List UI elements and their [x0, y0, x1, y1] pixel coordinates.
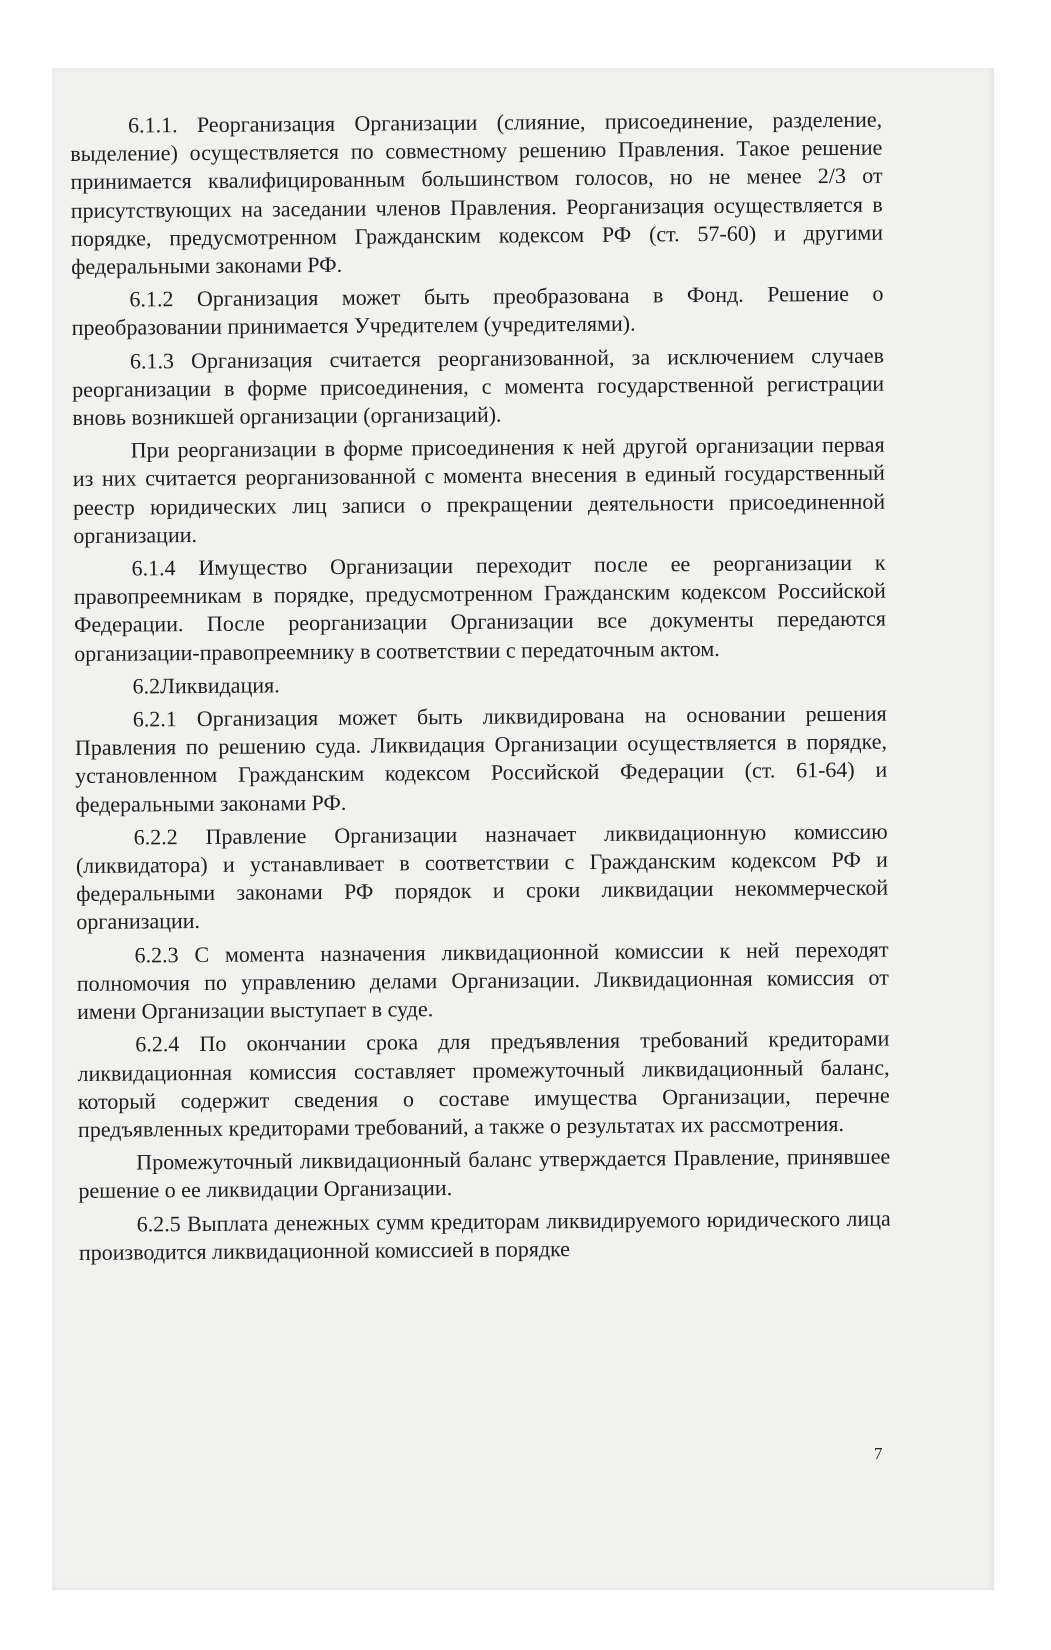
paragraph-6-1-2: 6.1.2 Организация может быть преобразована в Фонд. Решение о преобразовании принимается Учредителем (учредителями).: [71, 280, 884, 341]
paragraph-accession: При реорганизации в форме присоединения к ней другой организации первая из них считается реорганизованной с момента внесения в единый государственный реестр юридических лиц записи о прекращении деятельности присоединенной организации.: [72, 431, 886, 548]
paragraph-interim-balance: Промежуточный ликвидационный баланс утверждается Правление, принявшее решение о ее ликвидации Организации.: [78, 1143, 891, 1204]
paragraph-6-2-1: 6.2.1 Организация может быть ликвидирована на основании решения Правления по решению суда. Ликвидация Организации осуществляется в порядке, установленном Гражданским кодексом Российской Федерации (ст. 61-64) и федеральными законами РФ.: [74, 700, 888, 817]
paragraph-6-1-4: 6.1.4 Имущество Организации переходит после ее реорганизации к правопреемникам в порядке, предусмотренном Гражданским кодексом Российской Федерации. После реорганизации Организации все документы передаются организации-правопреемнику в соответствии с передаточным актом.: [73, 549, 887, 666]
paragraph-6-2-2: 6.2.2 Правление Организации назначает ликвидационную комиссию (ликвидатора) и устанавливает в соответствии с Гражданским кодексом РФ и федеральными законами РФ порядок и сроки ликвидации некоммерческой организации.: [75, 818, 889, 935]
section-heading-liquidation: 6.2Ликвидация.: [132, 672, 280, 699]
document-body: [70, 106, 891, 1272]
paragraph-6-2-5: 6.2.5 Выплата денежных сумм кредиторам ликвидируемого юридического лица производится ликвидационной комиссией в порядке: [78, 1205, 891, 1265]
paragraph-6-1-1: 6.1.1. Реорганизация Организации (слияние, присоединение, разделение, выделение) осуществляется по совместному решению Правления. Такое решение принимается квалифицированным большинством голосов, но не менее 2/3 от присутствующих на заседании членов Правления. Реорганизация осуществляется в порядке, предусмотренном Гражданским кодексом РФ (ст. 57-60) и другими федеральными законами РФ.: [70, 106, 884, 280]
paragraph-6-1-3: 6.1.3 Организация считается реорганизованной, за исключением случаев реорганизации в форме присоединения, с момента государственной регистрации вновь возникшей организации (организаций).: [72, 342, 885, 431]
page-number: 7: [874, 1444, 883, 1463]
paragraph-6-2-4: 6.2.4 По окончании срока для предъявления требований кредиторами ликвидационная комиссия составляет промежуточный ликвидационный баланс, который содержит сведения о составе имущества Организации, перечне предъявленных кредиторами требований, а также о результатах их рассмотрения.: [77, 1025, 890, 1142]
paragraph-6-2-3: 6.2.3 С момента назначения ликвидационной комиссии к ней переходят полномочия по управлению делами Организации. Ликвидационная комиссия от имени Организации выступает в суде.: [76, 936, 889, 1025]
